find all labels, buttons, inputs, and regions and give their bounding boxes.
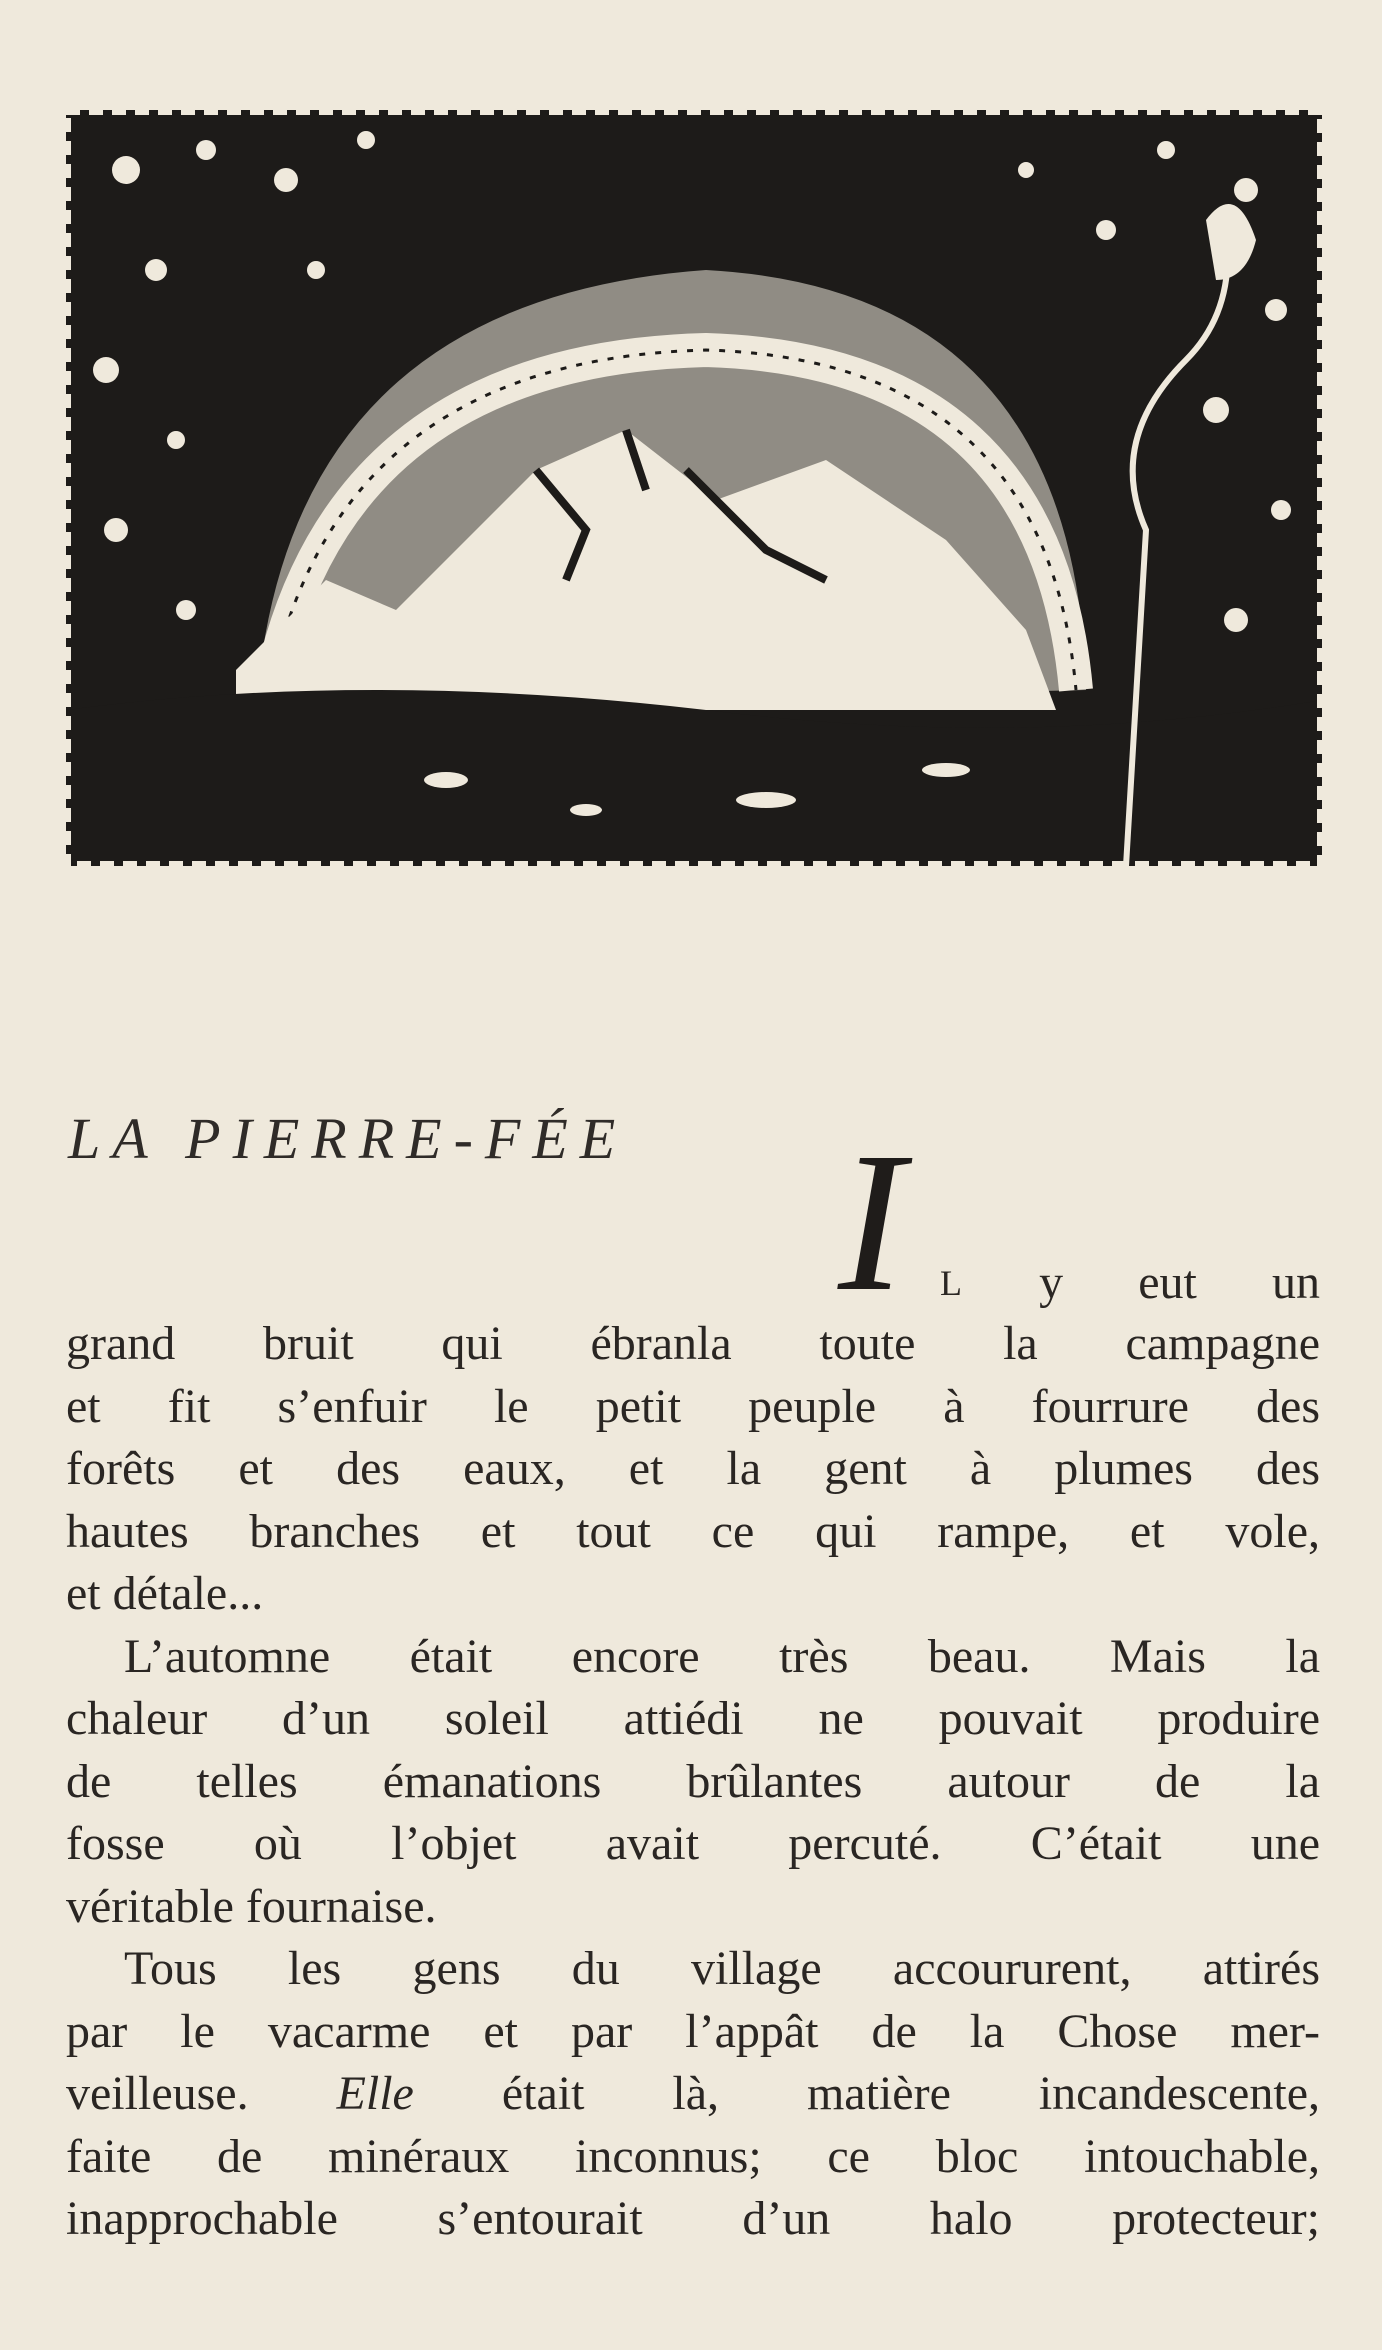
text-line: et détale... — [66, 1567, 264, 1620]
text-segment: veilleuse. — [66, 2067, 249, 2120]
text-line: Tous les gens du village accoururent, attirés — [124, 1942, 1320, 1995]
drop-cap: I — [838, 1112, 905, 1333]
chapter-title: LA PIERRE-FÉE — [68, 1106, 628, 1171]
text-line — [66, 2063, 1320, 2126]
text-segment: était là, matière incandescente, — [501, 2067, 1321, 2120]
text-line: inapprochable s’entourait d’un halo protecteur; — [66, 2192, 1320, 2245]
first-line-word: un — [1271, 1256, 1320, 1309]
italic-word: Elle — [336, 2067, 414, 2120]
text-line: de telles émanations brûlantes autour de la — [66, 1754, 1320, 1808]
text-line: forêts et des eaux, et la gent à plumes des — [66, 1442, 1320, 1495]
paragraph — [66, 1938, 1320, 2251]
text-line: L’automne était encore très beau. Mais la — [124, 1629, 1320, 1683]
text-line: faite de minéraux inconnus; ce bloc intouchable, — [66, 2129, 1320, 2183]
text-line: véritable fournaise. — [66, 1879, 437, 1933]
first-line-word: L — [940, 1263, 964, 1303]
text-line: par le vacarme et par l’appât de la Chose mer- — [66, 2004, 1320, 2058]
text-line: grand bruit qui ébranla toute la campagne — [66, 1317, 1320, 1370]
paragraph — [66, 1313, 1320, 1626]
text-line: hautes branches et tout ce qui rampe, et vole, — [66, 1504, 1320, 1558]
woodcut-illustration — [66, 110, 1322, 866]
first-line-word: eut — [1138, 1256, 1197, 1309]
text-line: chaleur d’un soleil attiédi ne pouvait produire — [66, 1692, 1320, 1745]
text-line: et fit s’enfuir le petit peuple à fourrure des — [66, 1379, 1320, 1433]
first-line-word: y — [1039, 1256, 1064, 1309]
body-text — [66, 1313, 1320, 2251]
paragraph — [66, 1626, 1320, 1939]
woodcut-landscape-image — [66, 110, 1322, 866]
text-line: fosse où l’objet avait percuté. C’était une — [66, 1817, 1320, 1870]
first-line — [940, 1253, 1320, 1313]
